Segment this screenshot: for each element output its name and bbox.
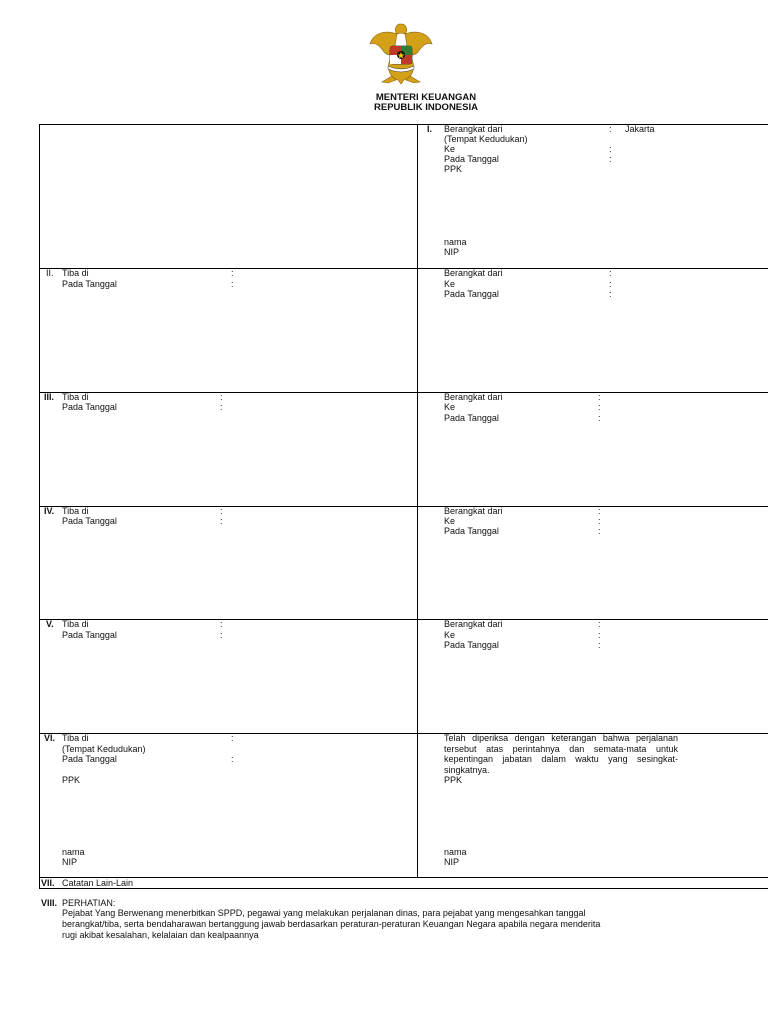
- section-number-1: I.: [427, 124, 433, 134]
- label-berangkat-dari: Berangkat dari: [444, 392, 503, 402]
- label-nama: nama: [444, 237, 467, 247]
- garuda-pancasila-emblem-icon: [368, 22, 434, 86]
- label-tiba-di: Tiba di: [62, 506, 89, 516]
- divider: [39, 124, 768, 125]
- divider: [39, 888, 768, 889]
- label-nama: nama: [62, 847, 85, 857]
- section-number-8: VIII.: [41, 898, 58, 908]
- label-tiba-di: Tiba di: [62, 619, 89, 629]
- header-title-line2: REPUBLIK INDONESIA: [374, 102, 478, 113]
- colon: :: [609, 289, 612, 299]
- label-nip: NIP: [444, 247, 460, 257]
- label-pada-tanggal: Pada Tanggal: [62, 279, 117, 289]
- verification-statement: Telah diperiksa dengan keterangan bahwa perjalanan tersebut atas perintahnya dan semata-mata untuk kepentingan jabatan dalam waktu yang sesingkat-singkatnya.: [444, 733, 678, 775]
- label-tiba-di: Tiba di: [62, 733, 89, 743]
- label-ke: Ke: [444, 402, 456, 412]
- colon: :: [220, 402, 223, 412]
- label-pada-tanggal: Pada Tanggal: [62, 754, 117, 764]
- section-number-6: VI.: [44, 733, 56, 743]
- colon: :: [598, 413, 601, 423]
- colon: :: [609, 279, 612, 289]
- label-pada-tanggal: Pada Tanggal: [62, 402, 117, 412]
- colon: :: [598, 619, 601, 629]
- divider: [39, 392, 768, 393]
- label-tiba-di: Tiba di: [62, 268, 89, 278]
- colon: :: [220, 630, 223, 640]
- perhatian-title: PERHATIAN:: [62, 898, 116, 908]
- label-berangkat-dari: Berangkat dari: [444, 619, 503, 629]
- label-pada-tanggal: Pada Tanggal: [444, 289, 499, 299]
- label-ke: Ke: [444, 279, 456, 289]
- colon: :: [598, 516, 601, 526]
- label-pada-tanggal: Pada Tanggal: [444, 413, 499, 423]
- divider: [39, 506, 768, 507]
- header-title-line1: MENTERI KEUANGAN: [375, 92, 477, 103]
- colon: :: [231, 268, 234, 278]
- label-berangkat-dari: Berangkat dari: [444, 124, 503, 134]
- colon: :: [609, 154, 612, 164]
- label-nama: nama: [444, 847, 467, 857]
- divider: [39, 877, 768, 878]
- colon: :: [231, 754, 234, 764]
- label-ppk: PPK: [444, 164, 463, 174]
- colon: :: [598, 640, 601, 650]
- label-catatan-lain-lain: Catatan Lain-Lain: [62, 878, 134, 888]
- label-pada-tanggal: Pada Tanggal: [444, 640, 499, 650]
- label-nip: NIP: [444, 857, 460, 867]
- divider: [39, 619, 768, 620]
- label-berangkat-dari: Berangkat dari: [444, 268, 503, 278]
- colon: :: [220, 506, 223, 516]
- colon: :: [231, 733, 234, 743]
- divider: [39, 268, 768, 269]
- section-number-5: V.: [46, 619, 54, 629]
- label-ke: Ke: [444, 630, 456, 640]
- perhatian-text-line3: rugi akibat kesalahan, kelalaian dan kealpaannya: [62, 930, 259, 940]
- colon: :: [220, 516, 223, 526]
- colon: :: [220, 392, 223, 402]
- label-ke: Ke: [444, 516, 456, 526]
- colon: :: [598, 402, 601, 412]
- label-tiba-di: Tiba di: [62, 392, 89, 402]
- colon: :: [598, 506, 601, 516]
- colon: :: [609, 124, 612, 134]
- label-ke: Ke: [444, 144, 456, 154]
- section-number-3: III.: [44, 392, 55, 402]
- colon: :: [609, 268, 612, 278]
- colon: :: [609, 144, 612, 154]
- label-nip: NIP: [62, 857, 78, 867]
- label-berangkat-dari: Berangkat dari: [444, 506, 503, 516]
- colon: :: [231, 279, 234, 289]
- section-number-4: IV.: [44, 506, 55, 516]
- label-ppk: PPK: [444, 775, 463, 785]
- value-berangkat-dari: Jakarta: [625, 124, 655, 134]
- label-tempat-kedudukan: (Tempat Kedudukan): [444, 134, 528, 144]
- label-pada-tanggal: Pada Tanggal: [444, 154, 499, 164]
- colon: :: [598, 526, 601, 536]
- section-number-2: II.: [46, 268, 54, 278]
- label-tempat-kedudukan: (Tempat Kedudukan): [62, 744, 146, 754]
- perhatian-text-line2: berangkat/tiba, serta bendaharawan bertanggung jawab berdasarkan peraturan-peraturan Keuangan Negara apabila negara menderita: [62, 919, 601, 929]
- label-pada-tanggal: Pada Tanggal: [444, 526, 499, 536]
- divider: [417, 124, 418, 878]
- colon: :: [598, 392, 601, 402]
- colon: :: [220, 619, 223, 629]
- colon: :: [598, 630, 601, 640]
- label-ppk: PPK: [62, 775, 81, 785]
- section-number-7: VII.: [41, 878, 55, 888]
- label-pada-tanggal: Pada Tanggal: [62, 630, 117, 640]
- perhatian-text-line1: Pejabat Yang Berwenang menerbitkan SPPD, pegawai yang melakukan perjalanan dinas, para pejabat yang mengesahkan tanggal: [62, 908, 586, 918]
- label-pada-tanggal: Pada Tanggal: [62, 516, 117, 526]
